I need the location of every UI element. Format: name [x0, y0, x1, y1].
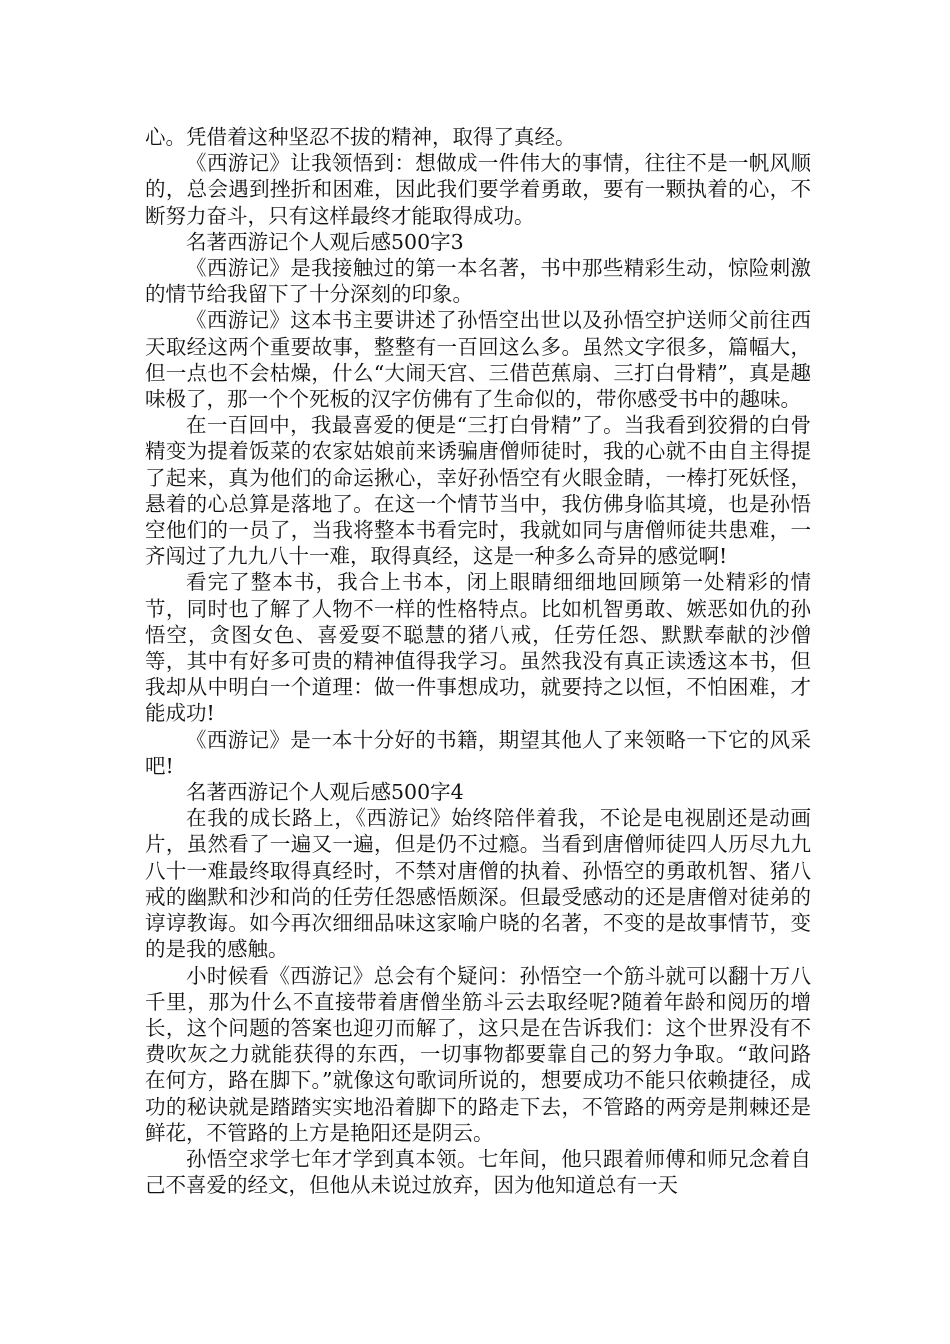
- paragraph: 在一百回中，我最喜爱的便是“三打白骨精”了。当我看到狡猾的白骨精变为提着饭菜的农家姑娘前来诱骗唐僧师徒时，我的心就不由自主得提了起来，真为他们的命运揪心，幸好孙悟空有火眼金睛，一棒打死妖怪，悬着的心总算是落地了。在这一个情节当中，我仿佛身临其境，也是孙悟空他们的一员了，当我将整本书看完时，我就如同与唐僧师徒共患难，一齐闯过了九九八十一难，取得真经，这是一种多么奇异的感觉啊!: [145, 413, 811, 569]
- paragraph: 《西游记》这本书主要讲述了孙悟空出世以及孙悟空护送师父前往西天取经这两个重要故事，整整有一百回这么多。虽然文字很多，篇幅大，但一点也不会枯燥，什么“大闹天宫、三借芭蕉扇、三打白骨精”，真是趣味极了，那一个个死板的汉字仿佛有了生命似的，带你感受书中的趣味。: [145, 308, 811, 412]
- section-heading: 名著西游记个人观后感500字3: [186, 229, 464, 254]
- paragraph: 看完了整本书，我合上书本，闭上眼睛细细地回顾第一处精彩的情节，同时也了解了人物不一样的性格特点。比如机智勇敢、嫉恶如仇的孙悟空，贪图女色、喜爱耍不聪慧的猪八戒，任劳任怨、默默奉献的沙僧等，其中有好多可贵的精神值得我学习。虽然我没有真正读透这本书，但我却从中明白一个道理：做一件事想成功，就要持之以恒，不怕困难，才能成功!: [145, 570, 811, 726]
- section-heading: 名著西游记个人观后感500字4: [186, 780, 464, 805]
- document-page: [145, 124, 811, 1198]
- paragraph: 孙悟空求学七年才学到真本领。七年间，他只跟着师傅和师兄念着自己不喜爱的经文，但他从未说过放弃，因为他知道总有一天: [145, 1146, 811, 1198]
- paragraph: 《西游记》是一本十分好的书籍，期望其他人了来领略一下它的风采吧!: [145, 727, 811, 778]
- paragraph: 在我的成长路上，《西游记》始终陪伴着我，不论是电视剧还是动画片，虽然看了一遍又一遍，但是仍不过瘾。当看到唐僧师徒四人历尽九九八十一难最终取得真经时，不禁对唐僧的执着、孙悟空的勇敢机智、猪八戒的幽默和沙和尚的任劳任怨感悟颇深。但最受感动的还是唐僧对徒弟的谆谆教诲。如今再次细细品味这家喻户晓的名著，不变的是故事情节，变的是我的感触。: [145, 806, 811, 962]
- paragraph: 《西游记》让我领悟到：想做成一件伟大的事情，往往不是一帆风顺的，总会遇到挫折和困难，因此我们要学着勇敢，要有一颗执着的心，不断努力奋斗，只有这样最终才能取得成功。: [145, 151, 811, 228]
- paragraph: 《西游记》是我接触过的第一本名著，书中那些精彩生动，惊险刺激的情节给我留下了十分深刻的印象。: [145, 256, 811, 307]
- paragraph-continuation: 心。凭借着这种坚忍不拔的精神，取得了真经。: [145, 125, 576, 149]
- paragraph: 小时候看《西游记》总会有个疑问：孙悟空一个筋斗就可以翻十万八千里，那为什么不直接带着唐僧坐筋斗云去取经呢?随着年龄和阅历的增长，这个问题的答案也迎刃而解了，这只是在告诉我们：这个世界没有不费吹灰之力就能获得的东西，一切事物都要靠自己的努力争取。“敢问路在何方，路在脚下。”就像这句歌词所说的，想要成功不能只依赖捷径，成功的秘诀就是踏踏实实地沿着脚下的路走下去，不管路的两旁是荆棘还是鲜花，不管路的上方是艳阳还是阴云。: [145, 963, 811, 1145]
